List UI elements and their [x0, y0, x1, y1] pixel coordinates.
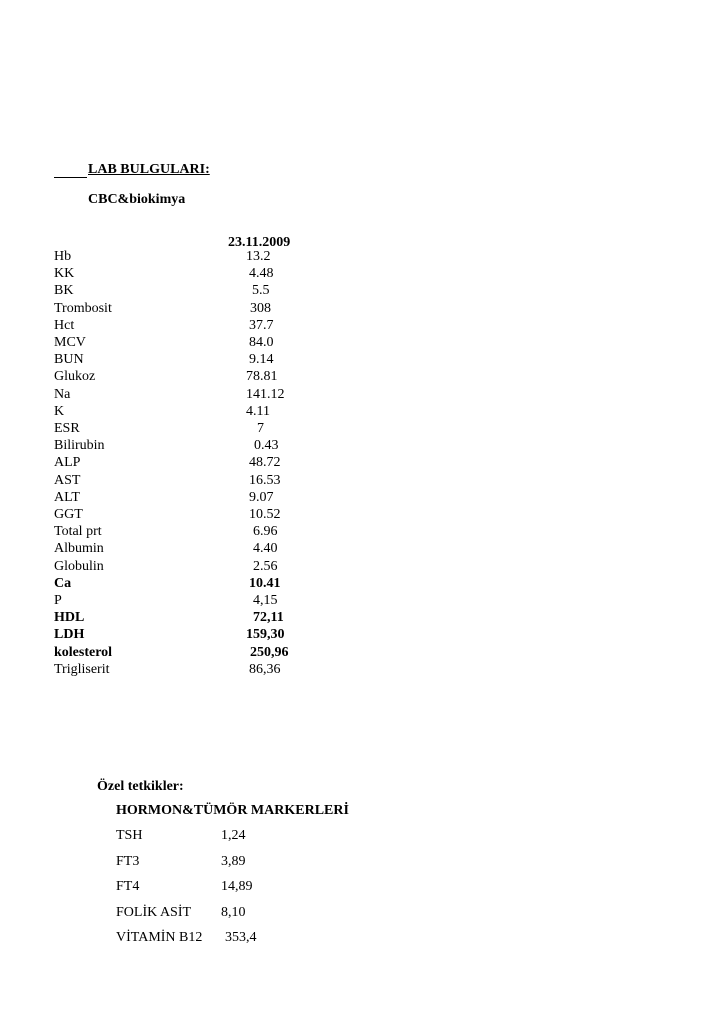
hormone-row-label: FT4 [116, 879, 140, 894]
test-date: 23.11.2009 [228, 235, 291, 250]
lab-row-label: kolesterol [54, 644, 113, 660]
lab-row-value: 7 [257, 421, 264, 436]
lab-row-value: 159,30 [246, 627, 285, 643]
hormone-row-label: FOLİK ASİT [116, 904, 192, 920]
hormone-row-value: 353,4 [225, 930, 257, 945]
lab-row-value: 10.41 [249, 575, 281, 591]
lab-row-label: BK [54, 283, 74, 299]
lab-row-value: 4,15 [253, 593, 278, 608]
lab-row-label: ALT [54, 489, 80, 505]
lab-row-value: 37.7 [249, 317, 274, 333]
lab-row-value: 9.07 [249, 489, 274, 505]
lab-row-value: 10.52 [249, 507, 281, 522]
lab-row-label: ESR [54, 421, 80, 436]
lab-row-label: Hb [54, 249, 72, 264]
lab-row-label: Albumin [54, 541, 104, 557]
lab-row-label: ALP [54, 455, 81, 471]
lab-row-value: 6.96 [253, 524, 278, 540]
lab-row-value: 250,96 [250, 644, 289, 660]
lab-row-label: K [54, 403, 65, 419]
lab-row-label: Ca [54, 575, 72, 591]
hormone-row-value: 8,10 [221, 904, 246, 920]
lab-row-label: P [54, 593, 62, 608]
lab-row-value: 5.5 [252, 283, 270, 299]
lab-row-value: 308 [250, 300, 271, 316]
lab-row-value: 0.43 [254, 438, 279, 454]
lab-row-value: 4.48 [249, 266, 274, 282]
lab-row-label: Bilirubin [54, 438, 105, 454]
lab-row-value: 84.0 [249, 335, 274, 350]
lab-row-label: AST [54, 472, 81, 488]
lab-row-value: 141.12 [246, 386, 285, 402]
lab-row-label: HDL [54, 610, 85, 626]
lab-row-label: BUN [54, 352, 84, 368]
special-tests-heading: Özel tetkikler: [97, 779, 184, 794]
lab-row-value: 78.81 [246, 369, 278, 385]
lab-row-label: Trigliserit [54, 661, 110, 677]
hormone-tumor-markers-heading: HORMON&TÜMÖR MARKERLERİ [116, 803, 349, 818]
lab-row-label: Glukoz [54, 369, 96, 385]
lab-row-value: 13.2 [246, 249, 271, 264]
lab-row-value: 2.56 [253, 558, 278, 574]
hormone-row-value: 1,24 [221, 828, 246, 843]
lab-row-value: 16.53 [249, 472, 281, 488]
hormone-row-value: 3,89 [221, 853, 246, 869]
lab-row-label: GGT [54, 507, 83, 522]
title-underline-lead [54, 177, 87, 178]
lab-row-label: Na [54, 386, 71, 402]
lab-row-value: 9.14 [249, 352, 274, 368]
hormone-row-value: 14,89 [221, 879, 253, 894]
lab-row-value: 72,11 [253, 610, 284, 626]
hormone-row-label: VİTAMİN B12 [116, 930, 203, 945]
lab-row-label: MCV [54, 335, 86, 350]
hormone-row-label: FT3 [116, 853, 140, 869]
lab-row-label: Globulin [54, 558, 104, 574]
lab-row-value: 86,36 [249, 661, 281, 677]
lab-row-label: Trombosit [54, 300, 112, 316]
lab-row-value: 48.72 [249, 455, 281, 471]
lab-row-label: KK [54, 266, 75, 282]
lab-row-label: Hct [54, 317, 75, 333]
hormone-row-label: TSH [116, 828, 143, 843]
lab-row-label: Total prt [54, 524, 102, 540]
lab-row-label: LDH [54, 627, 85, 643]
lab-findings-title: LAB BULGULARI: [88, 162, 210, 177]
lab-row-value: 4.11 [246, 403, 270, 419]
lab-row-value: 4.40 [253, 541, 278, 557]
cbc-biochem-subtitle: CBC&biokimya [88, 192, 186, 207]
